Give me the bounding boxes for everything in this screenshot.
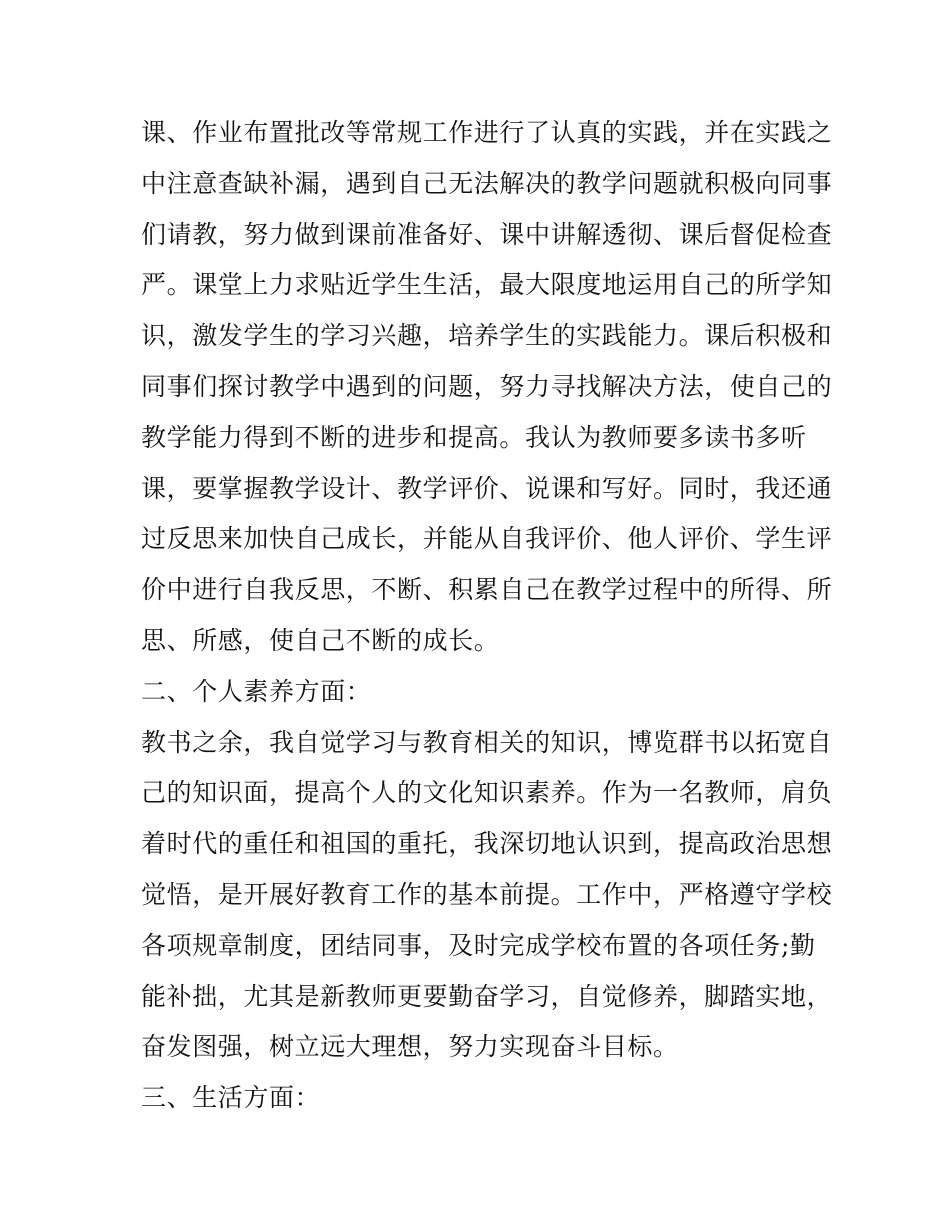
paragraph-line: 己的知识面，提高个人的文化知识素养。作为一名教师，肩负	[141, 778, 833, 808]
paragraph-line: 觉悟，是开展好教育工作的基本前提。工作中，严格遵守学校	[141, 879, 833, 909]
paragraph-line: 们请教，努力做到课前准备好、课中讲解透彻、课后督促检查	[141, 219, 833, 249]
section-heading: 三、生活方面：	[141, 1083, 321, 1113]
paragraph-line: 教学能力得到不断的进步和提高。我认为教师要多读书多听	[141, 422, 807, 452]
paragraph-line: 识，激发学生的学习兴趣，培养学生的实践能力。课后积极和	[141, 321, 833, 351]
paragraph-line: 思、所感，使自己不断的成长。	[141, 625, 500, 655]
paragraph-line: 各项规章制度，团结同事，及时完成学校布置的各项任务;勤	[141, 930, 816, 960]
paragraph-line: 着时代的重任和祖国的重托，我深切地认识到，提高政治思想	[141, 829, 833, 859]
document-body	[141, 108, 833, 1124]
paragraph-line: 同事们探讨教学中遇到的问题，努力寻找解决方法，使自己的	[141, 371, 833, 401]
paragraph-line: 能补拙，尤其是新教师更要勤奋学习，自觉修养，脚踏实地，	[141, 981, 833, 1011]
paragraph-line: 教书之余，我自觉学习与教育相关的知识，博览群书以拓宽自	[141, 727, 833, 757]
paragraph-line: 奋发图强，树立远大理想，努力实现奋斗目标。	[141, 1032, 679, 1062]
paragraph-line: 过反思来加快自己成长，并能从自我评价、他人评价、学生评	[141, 524, 833, 554]
paragraph-line: 严。课堂上力求贴近学生生活，最大限度地运用自己的所学知	[141, 270, 833, 300]
paragraph-line: 课、作业布置批改等常规工作进行了认真的实践，并在实践之	[141, 118, 833, 147]
paragraph-line: 价中进行自我反思，不断、积累自己在教学过程中的所得、所	[141, 575, 833, 605]
paragraph-line: 课，要掌握教学设计、教学评价、说课和写好。同时，我还通	[141, 473, 833, 503]
paragraph-line: 中注意查缺补漏，遇到自己无法解决的教学问题就积极向同事	[141, 168, 833, 198]
section-heading: 二、个人素养方面：	[141, 676, 372, 706]
